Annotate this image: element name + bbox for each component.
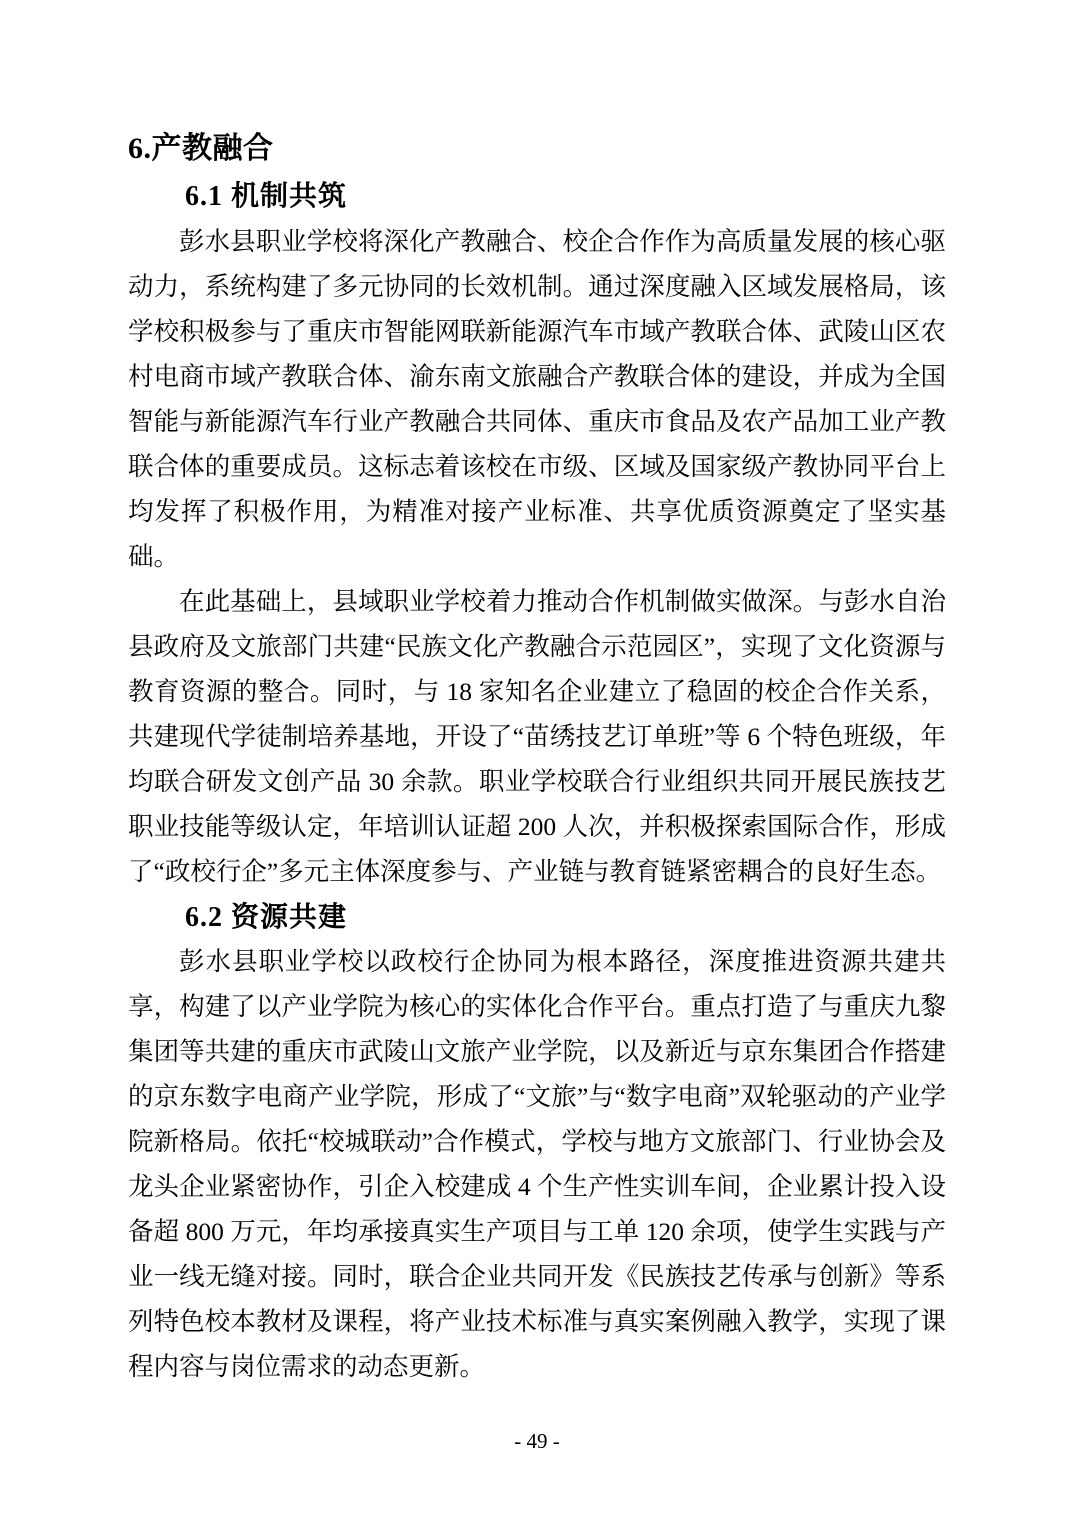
section-heading-6-1: 6.1 机制共筑 (185, 181, 348, 212)
chapter-heading (128, 132, 946, 166)
paragraph-mechanism-2: 在此基础上，县域职业学校着力推动合作机制做实做深。与彭水自治县政府及文旅部门共建“民族文化产教融合示范园区”，实现了文化资源与教育资源的整合。同时，与 18 家知名企业建立了稳固的校企合作关系，共建现代学徒制培养基地，开设了“苗绣技艺订单班”等 6 个特色班级，年均联合研发文创产品 30 余款。职业学校联合行业组织共同开展民族技艺职业技能等级认定，年培训认证超 200 人次，并积极探索国际合作，形成了“政校行企”多元主体深度参与、产业链与教育链紧密耦合的良好生态。 (128, 587, 946, 886)
chapter-number: 6. (128, 132, 152, 165)
chapter-title: 产教融合 (151, 132, 274, 165)
section-heading-6-2: 6.2 资源共建 (185, 902, 348, 933)
paragraph-resources-1: 彭水县职业学校以政校行企协同为根本路径，深度推进资源共建共享，构建了以产业学院为核心的实体化合作平台。重点打造了与重庆九黎集团等共建的重庆市武陵山文旅产业学院，以及新近与京东集团合作搭建的京东数字电商产业学院，形成了“文旅”与“数字电商”双轮驱动的产业学院新格局。依托“校城联动”合作模式，学校与地方文旅部门、行业协会及龙头企业紧密协作，引企入校建成 4 个生产性实训车间，企业累计投入设备超 800 万元，年均承接真实生产项目与工单 120 余项，使学生实践与产业一线无缝对接。同时，联合企业共同开发《民族技艺传承与创新》等系列特色校本教材及课程，将产业技术标准与真实案例融入教学，实现了课程内容与岗位需求的动态更新。 (128, 947, 946, 1381)
paragraph-mechanism-1: 彭水县职业学校将深化产教融合、校企合作作为高质量发展的核心驱动力，系统构建了多元协同的长效机制。通过深度融入区域发展格局，该学校积极参与了重庆市智能网联新能源汽车市域产教联合体、武陵山区农村电商市域产教联合体、渝东南文旅融合产教联合体的建设，并成为全国智能与新能源汽车行业产教融合共同体、重庆市食品及农产品加工业产教联合体的重要成员。这标志着该校在市级、区域及国家级产教协同平台上均发挥了积极作用，为精准对接产业标准、共享优质资源奠定了坚实基础。 (128, 227, 946, 571)
page-number: - 49 - (514, 1429, 560, 1453)
